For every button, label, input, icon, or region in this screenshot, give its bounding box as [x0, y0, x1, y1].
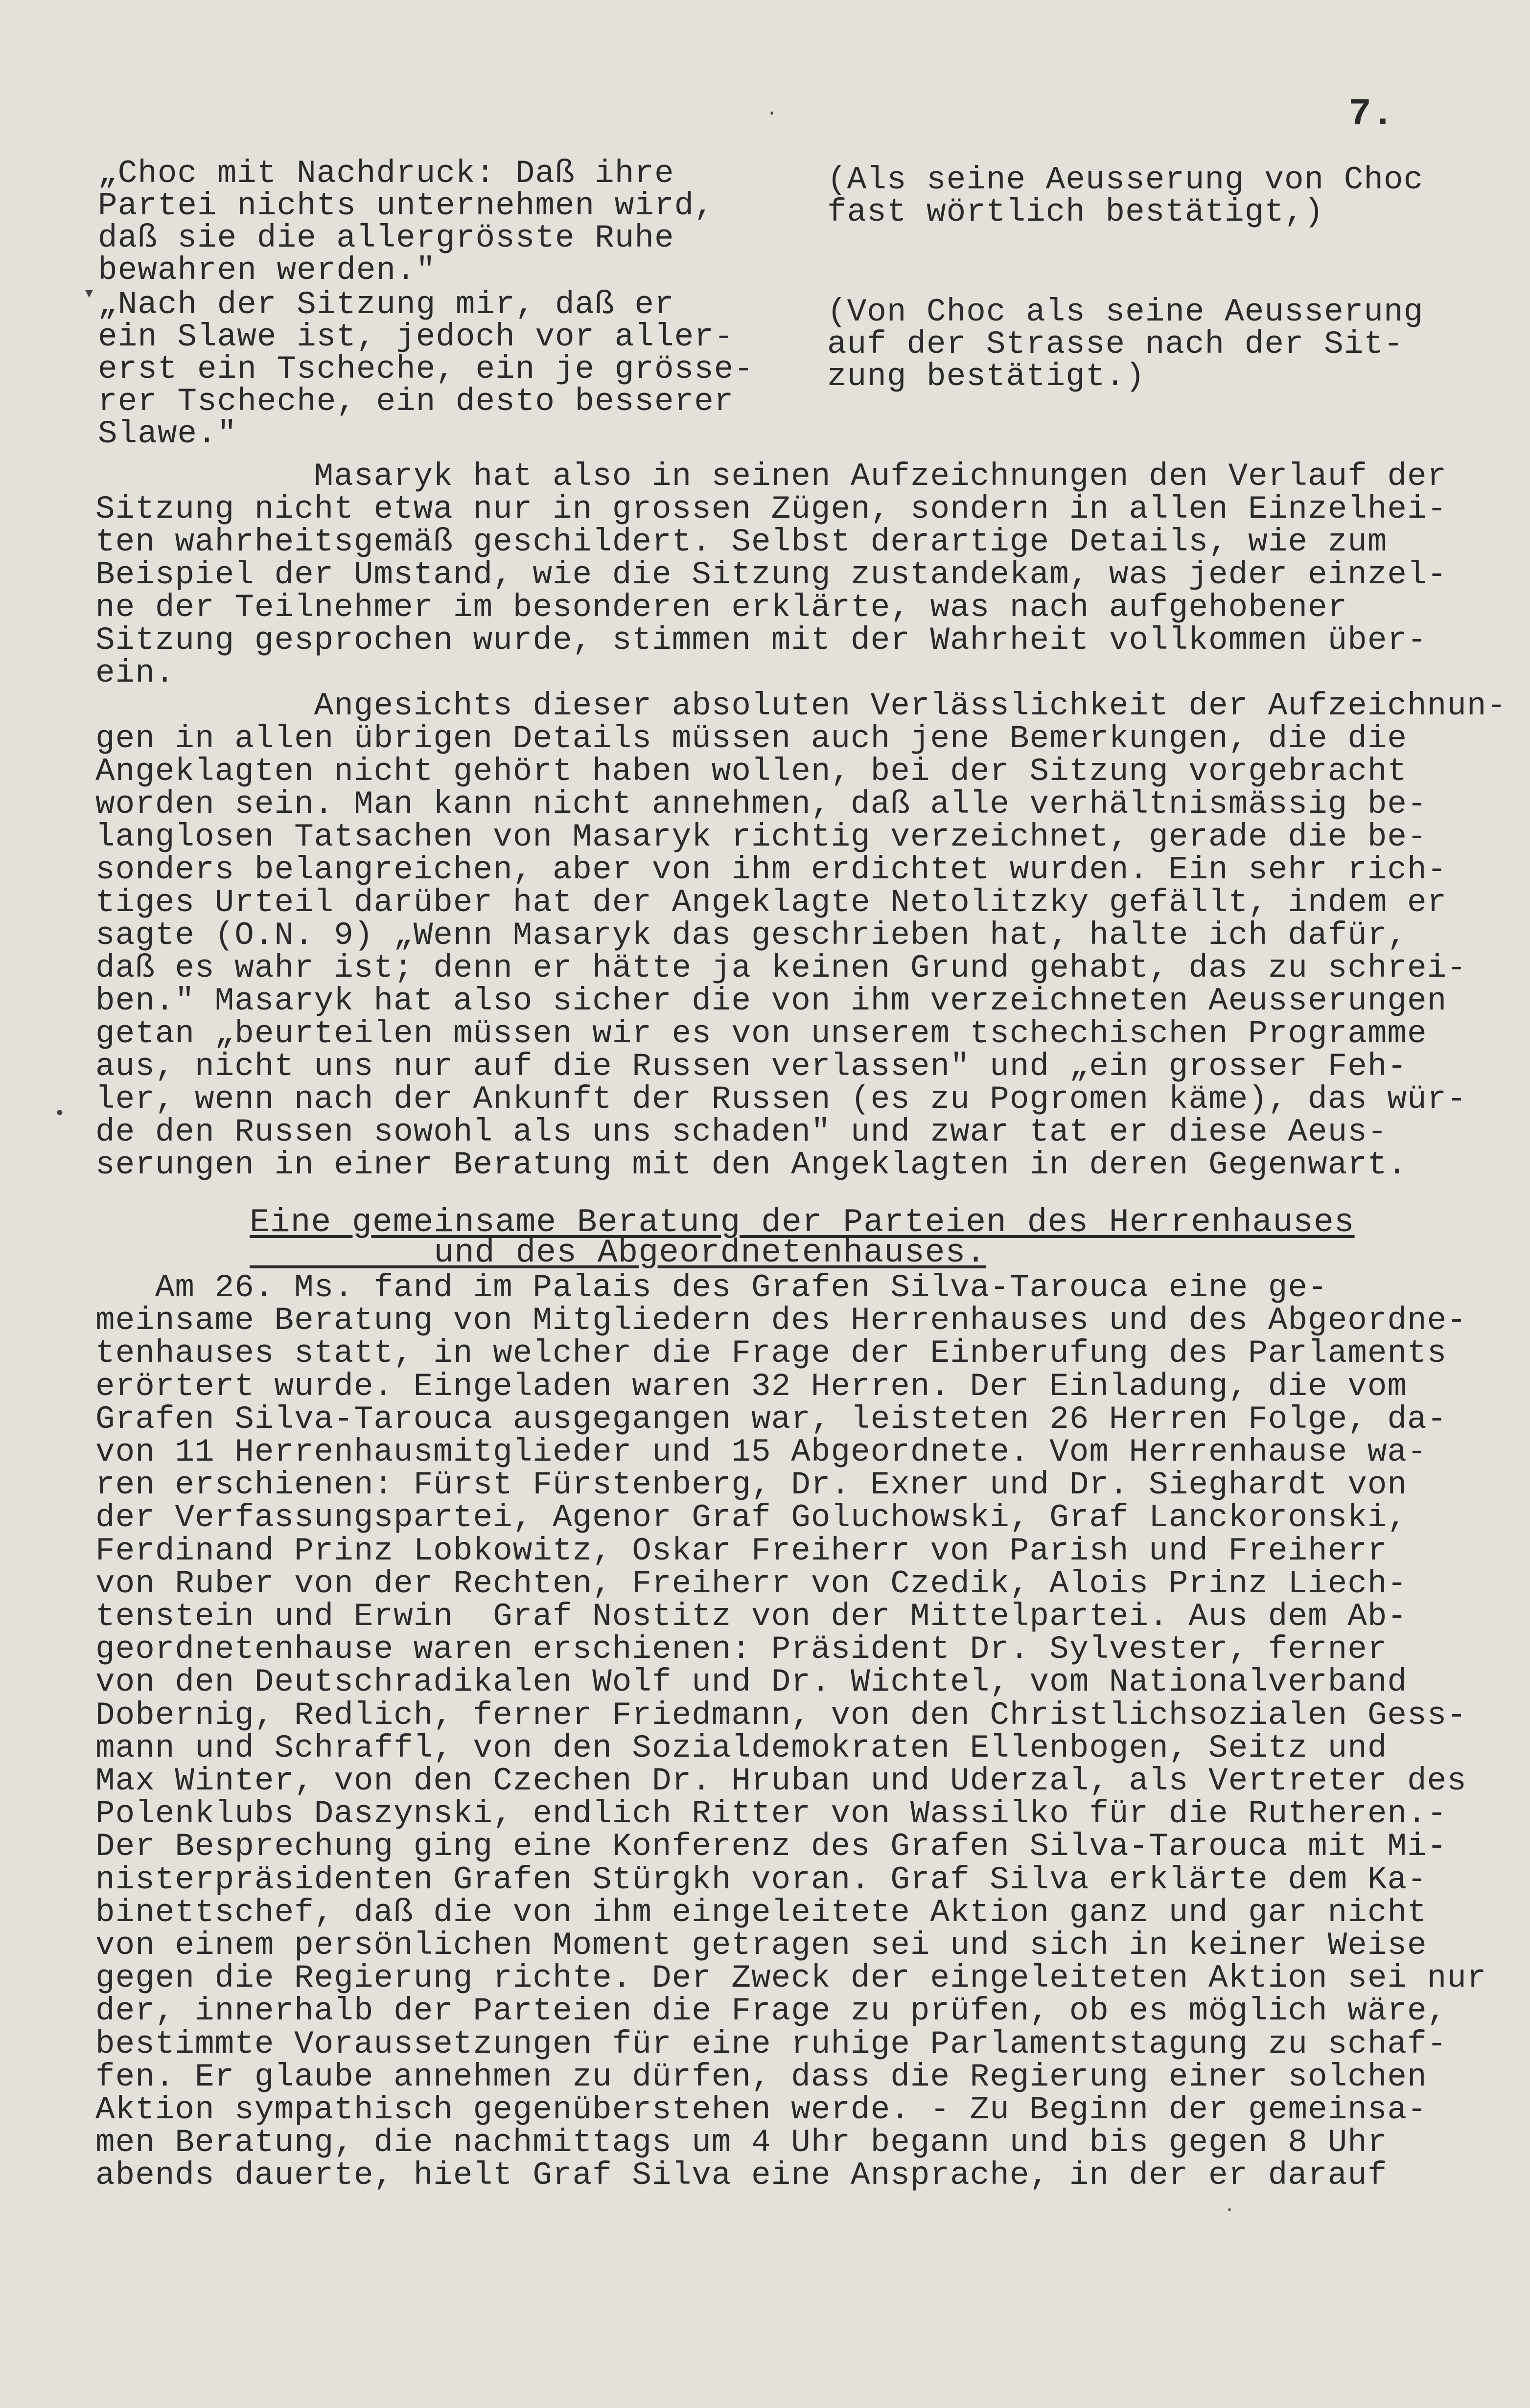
text-line: gen in allen übrigen Details müssen auch jene Bemerkungen, die die [95, 720, 1408, 757]
body-paragraphs [95, 458, 1507, 1183]
stray-mark: · [766, 103, 778, 125]
text-line: ten wahrheitsgemäß geschildert. Selbst derartige Details, wie zum [95, 524, 1388, 560]
text-line: tenstein und Erwin Graf Nostitz von der Mittelpartei. Aus dem Ab- [95, 1598, 1408, 1635]
stray-mark: • [54, 1103, 66, 1125]
quote-line: rer Tscheche, ein desto besserer [98, 383, 734, 420]
text-line: fen. Er glaube annehmen zu dürfen, dass die Regierung einer solchen [95, 2058, 1427, 2095]
text-line: Am 26. Ms. fand im Palais des Grafen Silva-Tarouca eine ge- [95, 1269, 1328, 1306]
annotation-line: auf der Strasse nach der Sit- [827, 326, 1404, 363]
text-line: von 11 Herrenhausmitglieder und 15 Abgeordnete. Vom Herrenhause wa- [95, 1434, 1427, 1471]
annotation-line: (Von Choc als seine Aeusserung [827, 294, 1424, 330]
text-line: ein. [95, 655, 175, 691]
quote-1-text [98, 155, 759, 289]
quote-2-annotation [827, 296, 1463, 393]
text-line: ren erschienen: Fürst Fürstenberg, Dr. Exner und Dr. Sieghardt von [95, 1467, 1408, 1504]
text-line: Polenklubs Daszynski, endlich Ritter von Wassilko für die Rutheren.- [95, 1795, 1447, 1833]
text-line: nisterpräsidenten Grafen Stürgkh voran. Graf Silva erklärte dem Ka- [95, 1861, 1427, 1898]
page-number: 7. [1348, 93, 1394, 136]
quote-line: „Choc mit Nachdruck: Daß ihre [98, 155, 674, 192]
text-line: sonders belangreichen, aber von ihm erdichtet wurden. Ein sehr rich- [95, 851, 1447, 888]
text-line: Max Winter, von den Czechen Dr. Hruban und Uderzal, als Vertreter des [95, 1763, 1467, 1800]
annotation-line: (Als seine Aeusserung von Choc [827, 161, 1424, 198]
text-line: der, innerhalb der Parteien die Frage zu prüfen, ob es möglich wäre, [95, 1993, 1447, 2030]
text-line: Der Besprechung ging eine Konferenz des Grafen Silva-Tarouca mit Mi- [95, 1828, 1447, 1865]
heading-line: und des Abgeordnetenhauses. [250, 1234, 987, 1272]
quote-2-text [98, 286, 759, 452]
text-line: Beispiel der Umstand, wie die Sitzung zustandekam, was jeder einzel- [95, 556, 1447, 593]
text-line: bestimmte Voraussetzungen für eine ruhige Parlamentstagung zu schaf- [95, 2025, 1447, 2063]
text-line: Grafen Silva-Tarouca ausgegangen war, leisteten 26 Herren Folge, da- [95, 1400, 1447, 1438]
text-line: gegen die Regierung richte. Der Zweck der eingeleiteten Aktion sei nur [95, 1960, 1487, 1997]
text-line: von einem persönlichen Moment getragen sei und sich in keiner Weise [95, 1927, 1427, 1964]
quote-line: „Nach der Sitzung mir, daß er [98, 286, 674, 323]
stray-mark: · [1224, 2200, 1236, 2222]
text-line: ler, wenn nach der Ankunft der Russen (es zu Pogromen käme), das wür- [95, 1081, 1467, 1118]
text-line: Ferdinand Prinz Lobkowitz, Oskar Freiherr von Parish und Freiherr [95, 1532, 1388, 1569]
text-line: worden sein. Man kann nicht annehmen, daß alle verhältnismässig be- [95, 786, 1427, 823]
text-line: ne der Teilnehmer im besonderen erklärte, was nach aufgehobener [95, 589, 1348, 626]
text-line: men Beratung, die nachmittags um 4 Uhr begann und bis gegen 8 Uhr [95, 2124, 1388, 2161]
text-line: erörtert wurde. Eingeladen waren 32 Herren. Der Einladung, die vom [95, 1368, 1408, 1405]
text-line: Dobernig, Redlich, ferner Friedmann, von den Christlichsozialen Gess- [95, 1697, 1467, 1734]
text-line: Angesichts dieser absoluten Verlässlichkeit der Aufzeichnun- [95, 688, 1507, 724]
text-line: tenhauses statt, in welcher die Frage der Einberufung des Parlaments [95, 1335, 1447, 1372]
text-line: mann und Schraffl, von den Sozialdemokraten Ellenbogen, Seitz und [95, 1729, 1388, 1766]
text-line: daß es wahr ist; denn er hätte ja keinen Grund gehabt, das zu schrei- [95, 950, 1467, 986]
quote-line: ein Slawe ist, jedoch vor aller- [98, 319, 734, 355]
text-line: Aktion sympathisch gegenüberstehen werde. - Zu Beginn der gemeinsa- [95, 2091, 1427, 2129]
text-line: Angeklagten nicht gehört haben wollen, bei der Sitzung vorgebracht [95, 753, 1408, 790]
text-line: tiges Urteil darüber hat der Angeklagte Netolitzky gefällt, indem er [95, 884, 1447, 921]
section-body [95, 1271, 1490, 2192]
stray-mark: ▾ [83, 283, 95, 305]
quote-line: bewahren werden." [98, 252, 436, 289]
text-line: aus, nicht uns nur auf die Russen verlassen" und „ein grosser Feh- [95, 1048, 1408, 1085]
text-line: von Ruber von der Rechten, Freiherr von Czedik, Alois Prinz Liech- [95, 1565, 1408, 1602]
quote-line: daß sie die allergrösste Ruhe [98, 220, 674, 256]
section-heading [250, 1204, 1355, 1272]
quote-line: erst ein Tscheche, ein je grösse- [98, 351, 754, 388]
text-line: Masaryk hat also in seinen Aufzeichnungen den Verlauf der [95, 458, 1447, 495]
text-line: de den Russen sowohl als uns schaden" und zwar tat er diese Aeus- [95, 1114, 1388, 1150]
annotation-line: zung bestätigt.) [827, 358, 1145, 395]
text-line: langlosen Tatsachen von Masaryk richtig verzeichnet, gerade die be- [95, 819, 1427, 855]
text-line: serungen in einer Beratung mit den Angeklagten in deren Gegenwart. [95, 1147, 1408, 1183]
text-line: Sitzung gesprochen wurde, stimmen mit der Wahrheit vollkommen über- [95, 622, 1427, 659]
text-line: geordnetenhause waren erschienen: Präsident Dr. Sylvester, ferner [95, 1631, 1388, 1668]
text-line: abends dauerte, hielt Graf Silva eine Ansprache, in der er darauf [95, 2157, 1388, 2194]
text-line: ben." Masaryk hat also sicher die von ihm verzeichneten Aeusserungen [95, 983, 1447, 1019]
text-line: getan „beurteilen müssen wir es von unserem tschechischen Programme [95, 1015, 1427, 1052]
text-line: der Verfassungspartei, Agenor Graf Goluchowski, Graf Lanckoronski, [95, 1499, 1408, 1537]
text-line: binettschef, daß die von ihm eingeleitete Aktion ganz und gar nicht [95, 1894, 1427, 1931]
text-line: sagte (O.N. 9) „Wenn Masaryk das geschrieben hat, halte ich dafür, [95, 917, 1408, 954]
annotation-line: fast wörtlich bestätigt,) [827, 194, 1324, 230]
quote-line: Slawe." [98, 415, 237, 452]
text-line: meinsame Beratung von Mitgliedern des Herrenhauses und des Abgeordne- [95, 1302, 1467, 1339]
text-line: Sitzung nicht etwa nur in grossen Zügen, sondern in allen Einzelhei- [95, 491, 1447, 527]
text-line: von den Deutschradikalen Wolf und Dr. Wichtel, vom Nationalverband [95, 1664, 1408, 1701]
quote-1-annotation [827, 161, 1463, 230]
quote-line: Partei nichts unternehmen wird, [98, 187, 714, 224]
heading-line: Eine gemeinsame Beratung der Parteien des Herrenhauses [250, 1204, 1355, 1241]
